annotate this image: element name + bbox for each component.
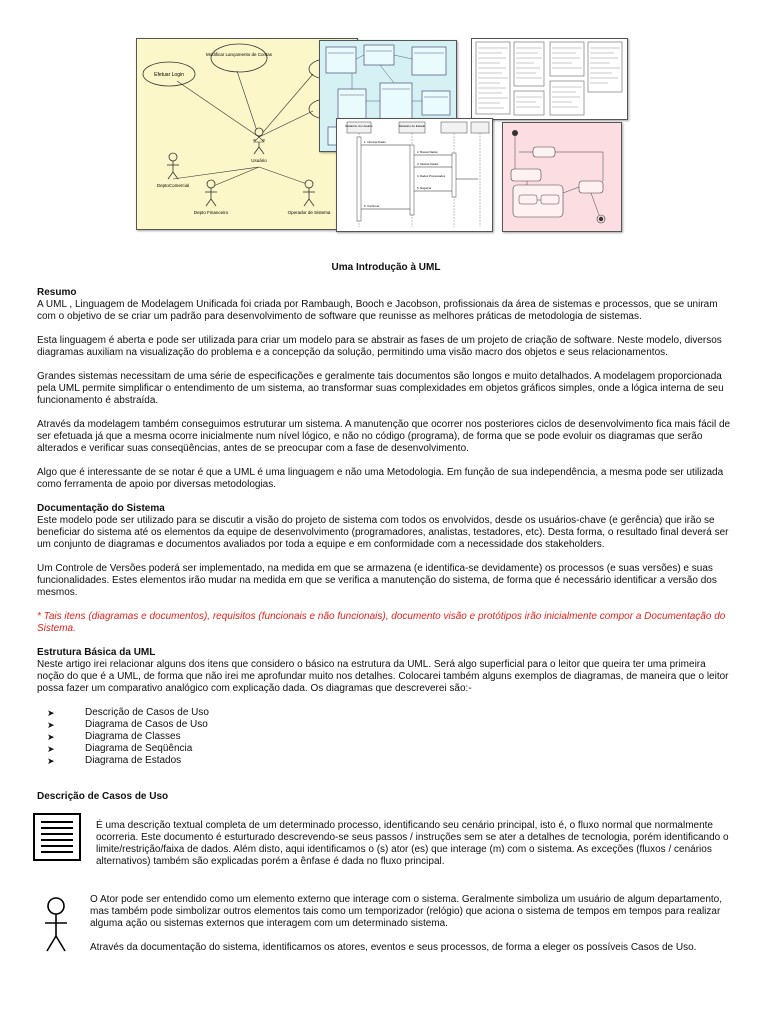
seq-message-label: 6. Confirmar bbox=[364, 204, 380, 208]
usecase-center-label: Usuário bbox=[251, 158, 267, 163]
arrow-bullet-icon: ➤ bbox=[47, 708, 55, 718]
paragraph: O Ator pode ser entendido como um elemento externo que interage com o sistema. Geralmente simboliza um usuário de algum departamento, mas também pode simbolizar outros elementos tais como um temporizador (relógio) que aciona o sistema de tempos em tempos para realizar alguma ação ou sistemas externos que interagem com um determinado sistema. bbox=[90, 894, 723, 929]
document-title: Uma Introdução à UML bbox=[331, 262, 441, 273]
seq-message-label: 2. Buscar Dados bbox=[417, 150, 438, 154]
paragraph: Grandes sistemas necessitam de uma série de especificações e geralmente tais documentos são longos e muito detalhados. A modelagem proporcionada pela UML permite simplificar o entendimento de um sistema, ao transformar suas complexidades em objetos gráficos simples, onde a lógica interna de seu funcionamento é abstraída. bbox=[37, 371, 724, 406]
arrow-bullet-icon: ➤ bbox=[47, 720, 55, 730]
sequence-diagram-svg bbox=[337, 119, 492, 231]
list-item: ➤ Descrição de Casos de Uso bbox=[47, 707, 209, 718]
paragraph: Esta linguagem é aberta e pode ser utilizada para criar um modelo para se abstrair as fases de um projeto de criação de software. Neste modelo, diversos diagramas auxiliam na visualização do problema e a concepção da solução, permitindo uma visão macro dos objetos e seus relacionamentos. bbox=[37, 335, 722, 358]
list-item: ➤ Diagrama de Estados bbox=[47, 755, 182, 766]
paragraph: Através da documentação do sistema, identificamos os atores, eventos e seus processos, de forma a eleger os possíveis Casos de Uso. bbox=[90, 942, 697, 953]
paragraph: Através da modelagem também conseguimos estruturar um sistema. A manutenção que ocorrer nos posteriores ciclos de desenvolvimento fica mais fácil de ser efetuada já que a mesma ocorre inicialmente num nível lógico, e não no código (programa), de forma que se pode evoluir os diagramas que serão alterados e verificar suas conseqüências, antes de se preocupar com a fase de desenvolvimento. bbox=[37, 419, 731, 454]
seq-message-label: 3. Mostrar Dados bbox=[417, 162, 439, 166]
seq-message-label: 4. Dados Processados bbox=[417, 174, 446, 178]
state-diagram-svg bbox=[503, 123, 621, 231]
seq-lifeline-label: Relatório do Usuário bbox=[345, 124, 373, 128]
paragraph: Algo que é interessante de se notar é que a UML é uma linguagem e não uma Metodologia. Em função de sua independência, a mesma pode ser utilizada como ferramenta de apoio por diversas metodologias. bbox=[37, 467, 724, 490]
document-body bbox=[37, 262, 735, 803]
seq-lifeline-label: Relatório do Estado bbox=[398, 124, 426, 128]
documentation-note: * Tais itens (diagramas e documentos), requisitos (funcionais e não funcionais), documento visão e protótipos irão inicialmente compor a Documentação do Sistema. bbox=[37, 611, 726, 634]
arrow-bullet-icon: ➤ bbox=[47, 756, 55, 766]
section-heading: Estrutura Básica da UML bbox=[37, 647, 156, 658]
section-heading: Documentação do Sistema bbox=[37, 503, 165, 514]
actor-label-operador: Operador de Sistema bbox=[287, 210, 331, 215]
sequence-diagram-image bbox=[336, 118, 493, 232]
table-diagram-image bbox=[471, 38, 628, 120]
usecase-label-login: Efetuar Login bbox=[154, 72, 184, 78]
usecase-description-heading: Descrição de Casos de Uso bbox=[37, 791, 169, 802]
diagram-collage bbox=[136, 38, 626, 238]
list-item: ➤ Diagrama de Classes bbox=[47, 731, 181, 742]
document-icon bbox=[33, 813, 81, 861]
seq-message-label: 5. Registrar bbox=[417, 186, 432, 190]
actor-label-comercial: DeptoComercial bbox=[156, 183, 190, 188]
state-diagram-image bbox=[502, 122, 622, 232]
actor-label-financeiro: Depto Financeiro bbox=[193, 210, 229, 215]
seq-message-label: 1. Informar Datas bbox=[364, 140, 386, 144]
section-heading: Resumo bbox=[37, 287, 77, 298]
section-resumo bbox=[37, 287, 735, 491]
actor-icon bbox=[42, 896, 70, 956]
list-item: ➤ Diagrama de Seqüência bbox=[47, 743, 193, 754]
paragraph: A UML , Linguagem de Modelagem Unificada foi criada por Rambaugh, Booch e Jacobson, profissionais da área de sistemas e processos, que se uniram com o objetivo de se criar um padrão para desenvolvimento de software que reunisse as melhores práticas de metodologia de sistemas. bbox=[37, 299, 718, 322]
arrow-bullet-icon: ➤ bbox=[47, 744, 55, 754]
actor-description bbox=[90, 894, 736, 966]
usecase-doc-description: É uma descrição textual completa de um determinado processo, identificando seu cenário principal, isto é, o fluxo normal que normalmente ocorreria. Este documento é esturturado descrevendo-se seus passos / instruções sem se ater a detalhes de tecnologia, porém identificando o limite/restrição/faixa de dados. Além disto, aqui identificamos o (s) ator (es) que interage (m) com o sistema. As exceções (fluxos / cenários alternativos) também são explicadas porém a ênfase é dada no fluxo principal. bbox=[96, 820, 729, 867]
section-documentacao bbox=[37, 503, 735, 635]
section-estrutura bbox=[37, 647, 735, 767]
arrow-bullet-icon: ➤ bbox=[47, 732, 55, 742]
paragraph: Um Controle de Versões poderá ser implementado, na medida em que se armazena (e identifica-se devidamente) os processos (e suas versões) e suas funcionalidades. Estes elementos irão mudar na medida em que se verifica a manutenção do sistema, de forma que é necessário identificar a versão dos mesmos. bbox=[37, 563, 717, 598]
usecase-label-modify: Modificar Lançamento de Contas bbox=[205, 52, 273, 57]
paragraph: Este modelo pode ser utilizado para se discutir a visão do projeto de sistema com todos os envolvidos, desde os usuários-chave (e gerência) que irão se beneficiar do sistema até os elementos da equipe de desenvolvimento (programadores, analistas, testadores, etc). Desta forma, o resultado final deverá ser um conjunto de diagramas e documentos avaliados por toda a equipe e em conformidade com a necessidade dos stakeholders. bbox=[37, 515, 729, 550]
diagram-list bbox=[37, 707, 735, 767]
table-diagram-svg bbox=[472, 39, 627, 119]
list-item: ➤ Diagrama de Casos de Uso bbox=[47, 719, 208, 730]
paragraph: Neste artigo irei relacionar alguns dos itens que considero o básico na estrutura da UML. Será algo superficial para o leitor que queira ter uma primeira noção do que é a UML, de forma que não irei me aprofundar muito nos detalhes. Colocarei também alguns exemplos de diagramas, de maneira que o leitor possa fazer um comparativo analógico com explicação dada. Os diagramas que descreverei são:- bbox=[37, 659, 729, 694]
